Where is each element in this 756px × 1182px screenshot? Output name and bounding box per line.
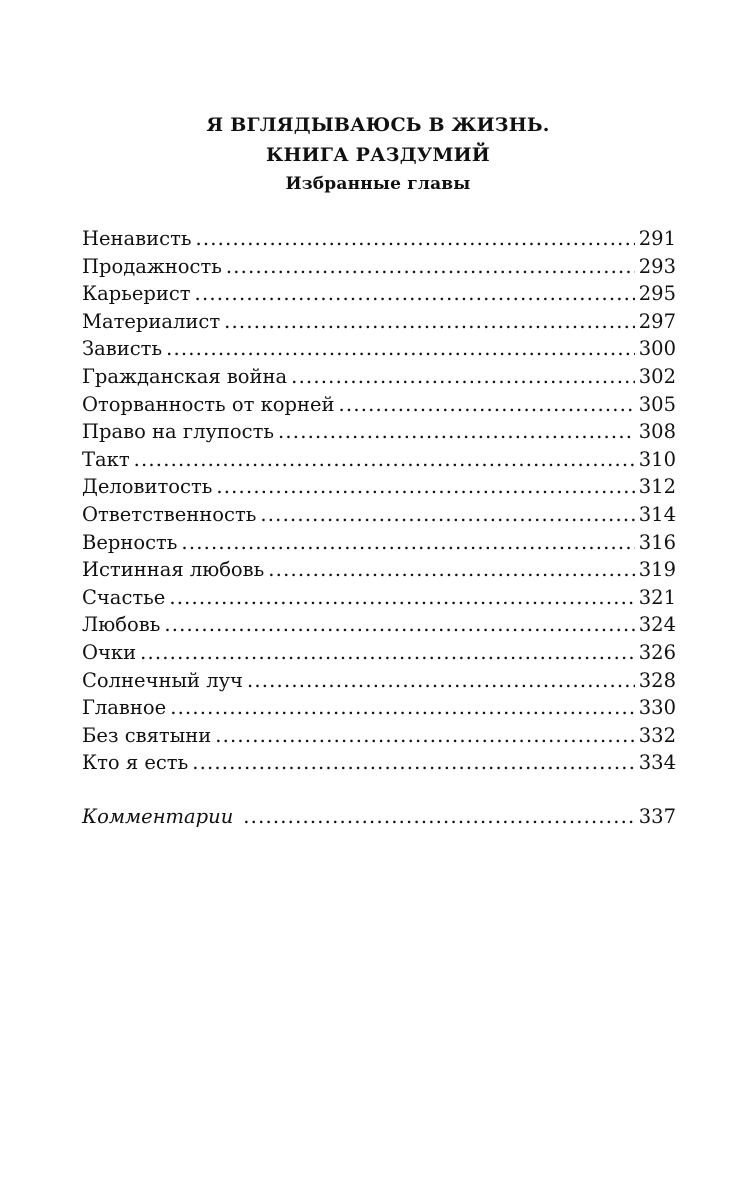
heading-subtitle: Избранные главы [285,174,471,194]
toc-leader-dots [170,694,635,722]
toc-entry-title: Гражданская война [82,364,288,388]
toc-entry-page: 326 [638,640,676,664]
toc-entry-title: Верность [82,530,178,554]
toc-entry [82,611,676,639]
toc-leader-dots [247,667,635,695]
toc-leader-dots [181,529,634,557]
toc-entry-title: Солнечный луч [82,668,243,692]
toc-entry-page: 328 [638,668,676,692]
toc-entry-title: Оторванность от корней [82,392,335,416]
toc-leader-dots [339,391,635,419]
toc-leader-dots [215,722,635,750]
toc-entry-title: Ненависть [82,227,192,250]
toc-entry-title: Карьерист [82,282,191,306]
toc-entry-page: 308 [638,420,676,444]
toc-entry [82,639,676,667]
toc-leader-dots [268,556,634,584]
toc-entry-page: 300 [638,337,676,361]
toc-entry [82,446,676,474]
toc-leader-dots [195,280,635,308]
heading-line-2: КНИГА РАЗДУМИЙ [266,144,490,166]
toc-leader-dots [164,611,634,639]
toc-entry-title: Материалист [82,309,221,333]
toc-entry [82,308,676,336]
toc-entry-comments [82,803,676,831]
toc-entry-title: Очки [82,640,137,664]
toc-leader-dots [260,501,634,529]
section-heading [0,110,756,197]
toc-leader-dots [195,225,634,253]
toc-entry-page: 297 [638,309,676,333]
toc-entry-title: Деловитость [82,475,213,499]
toc-entry-page: 312 [638,475,676,499]
toc-entry [82,501,676,529]
toc-entry [82,253,676,281]
toc-entry-title: Продажность [82,254,222,278]
toc-leader-dots [134,446,635,474]
toc-entry-page: 330 [638,696,676,720]
toc-entry [82,749,676,777]
toc-entry-page: 314 [638,502,676,526]
toc-entry-title: Без святыни [82,723,212,747]
toc-leader-dots [291,363,635,391]
toc-entry [82,694,676,722]
toc-leader-dots [192,749,635,777]
toc-entry-title: Главное [82,696,167,720]
toc-entry-title: Ответственность [82,502,257,526]
toc-entry [82,418,676,446]
toc-leader-dots [166,335,635,363]
toc-entry [82,225,676,253]
toc-entry [82,722,676,750]
toc-entry-page: 321 [638,585,676,609]
toc-entry [82,335,676,363]
toc-entry-page: 310 [638,447,676,471]
heading-line-1: Я ВГЛЯДЫВАЮСЬ В ЖИЗНЬ. [206,114,550,136]
toc-entry-page: 293 [638,254,676,278]
table-of-contents [82,225,676,830]
toc-leader-dots [278,418,635,446]
toc-entry-page: 324 [638,613,676,637]
toc-entry [82,473,676,501]
toc-entry-title: Счастье [82,585,166,609]
toc-entry [82,667,676,695]
toc-entry-title: Кто я есть [82,751,189,775]
toc-entry-title: Любовь [82,613,161,637]
toc-entry [82,391,676,419]
toc-entry-page: 319 [638,558,676,582]
toc-entry-page: 291 [638,227,676,250]
toc-entry-page: 332 [638,723,676,747]
toc-leader-dots [226,253,635,281]
toc-entry [82,556,676,584]
toc-entry-title: Истинная любовь [82,558,265,582]
toc-entry-page: 334 [638,751,676,775]
toc-leader-dots [216,473,634,501]
toc-entry [82,584,676,612]
toc-leader-dots [224,308,635,336]
toc-entry-title: Право на глупость [82,420,274,444]
toc-entry [82,529,676,557]
toc-entry [82,280,676,308]
toc-leader-dots [243,803,634,831]
toc-entry-title: Такт [82,447,130,471]
toc-entry-page: 316 [638,530,676,554]
toc-entry-page: 305 [638,392,676,416]
toc-entry-page: 302 [638,364,676,388]
toc-entry [82,363,676,391]
toc-leader-dots [169,584,634,612]
toc-entry-title: Зависть [82,337,163,361]
comments-page: 337 [638,804,676,828]
toc-entry-page: 295 [638,282,676,306]
toc-leader-dots [140,639,635,667]
comments-title: Комментарии [82,804,234,828]
